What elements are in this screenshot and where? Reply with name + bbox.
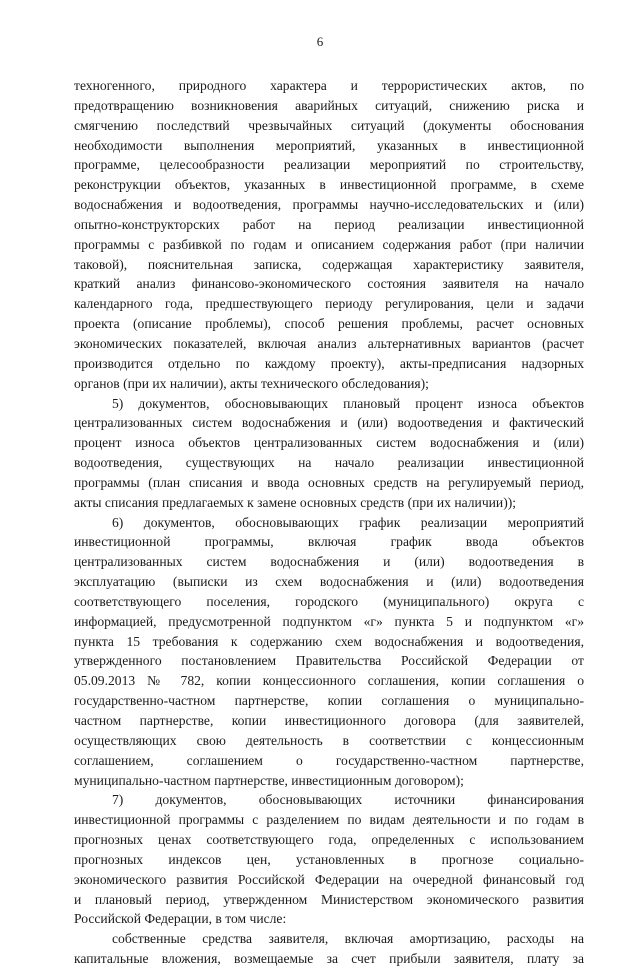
text-line: соглашением, соглашением о государственно-частном партнерстве, — [74, 752, 584, 768]
document-body-text — [74, 76, 584, 969]
text-line: опытно-конструкторских работ на период реализации инвестиционной — [74, 216, 584, 232]
text-line: осуществляющих свою деятельность в соответствии с концессионным — [74, 732, 584, 748]
text-line: и плановый период, утвержденном Министерством экономического развития — [74, 891, 584, 907]
text-line: централизованных систем водоснабжения и (или) водоотведения и фактический — [74, 415, 584, 431]
text-line: водоснабжения и водоотведения, программы научно-исследовательских и (или) — [74, 197, 584, 213]
text-line: техногенного, природного характера и террористических актов, по — [74, 78, 584, 93]
text-line: прогнозных ценах соответствующего года, определенных с использованием — [74, 832, 584, 848]
text-line: 7) документов, обосновывающих источники финансирования — [112, 792, 584, 808]
text-line: водоотведения, существующих на начало реализации инвестиционной — [74, 455, 584, 471]
text-line: муниципально-частном партнерстве, инвестиционным договором); — [74, 772, 464, 788]
text-line: эксплуатацию (выписки из схем водоснабжения и (или) водоотведения — [74, 574, 584, 590]
text-line: программы (план списания и ввода основных средств на регулируемый период, — [74, 474, 584, 490]
text-line: государственно-частном партнерстве, копии соглашения о муниципально- — [74, 693, 584, 709]
text-line: инвестиционной программы с разделением по видам деятельности и по годам в — [74, 812, 584, 828]
text-line: смягчению последствий чрезвычайных ситуаций (документы обоснования — [74, 117, 584, 133]
text-line: капитальные вложения, возмещаемые за счет прибыли заявителя, плату за — [74, 951, 584, 967]
text-line: таковой), пояснительная записка, содержащая характеристику заявителя, — [74, 256, 584, 272]
text-line: 05.09.2013 № 782, копии концессионного соглашения, копии соглашения о — [74, 673, 584, 689]
text-line: производится отдельно по каждому проекту), акты-предписания надзорных — [74, 355, 584, 371]
text-line: 6) документов, обосновывающих график реализации мероприятий — [112, 514, 584, 530]
text-line: Российской Федерации, в том числе: — [74, 911, 287, 927]
text-line: частном партнерстве, копии инвестиционного договора (для заявителей, — [74, 713, 584, 728]
text-line: централизованных систем водоснабжения и (или) водоотведения в — [74, 554, 584, 570]
text-line: реконструкции объектов, указанных в инвестиционной программе, в схеме — [74, 177, 584, 193]
text-line: соответствующего поселения, городского (муниципального) округа с — [74, 593, 584, 609]
text-line: экономических показателей, включая анализ альтернативных вариантов (расчет — [74, 335, 584, 351]
text-line: 5) документов, обосновывающих плановый процент износа объектов — [112, 395, 584, 411]
text-line: программе, целесообразности реализации мероприятий по строительству, — [74, 157, 584, 173]
text-line: календарного года, предшествующего периоду регулирования, цели и задачи — [74, 296, 584, 312]
text-line: краткий анализ финансово-экономического состояния заявителя на начало — [74, 276, 584, 292]
text-line: процент износа объектов централизованных систем водоснабжения и (или) — [74, 435, 584, 451]
text-line: программы с разбивкой по годам и описанием содержания работ (при наличии — [74, 236, 584, 252]
text-line: информацией, предусмотренной подпунктом «г» пункта 5 и подпунктом «г» — [74, 613, 584, 629]
page-number: 6 — [316, 34, 324, 49]
text-line: инвестиционной программы, включая график ввода объектов — [74, 534, 584, 550]
text-line: утвержденного постановлением Правительства Российской Федерации от — [74, 653, 584, 669]
text-line: прогнозных индексов цен, установленных в прогнозе социально- — [74, 851, 584, 867]
text-line: органов (при их наличии), акты технического обследования); — [74, 375, 429, 391]
text-line: необходимости выполнения мероприятий, указанных в инвестиционной — [74, 137, 584, 153]
text-line: проекта (описание проблемы), способ решения проблемы, расчет основных — [74, 316, 584, 332]
text-line: акты списания предлагаемых к замене основных средств (при их наличии)); — [74, 494, 517, 510]
text-line: собственные средства заявителя, включая амортизацию, расходы на — [112, 931, 584, 947]
text-line: пункта 15 требования к содержанию схем водоснабжения и водоотведения, — [74, 633, 584, 649]
text-line: предотвращению возникновения аварийных ситуаций, снижению риска и — [74, 97, 584, 113]
text-line: экономического развития Российской Федерации на очередной финансовый год — [74, 871, 584, 887]
